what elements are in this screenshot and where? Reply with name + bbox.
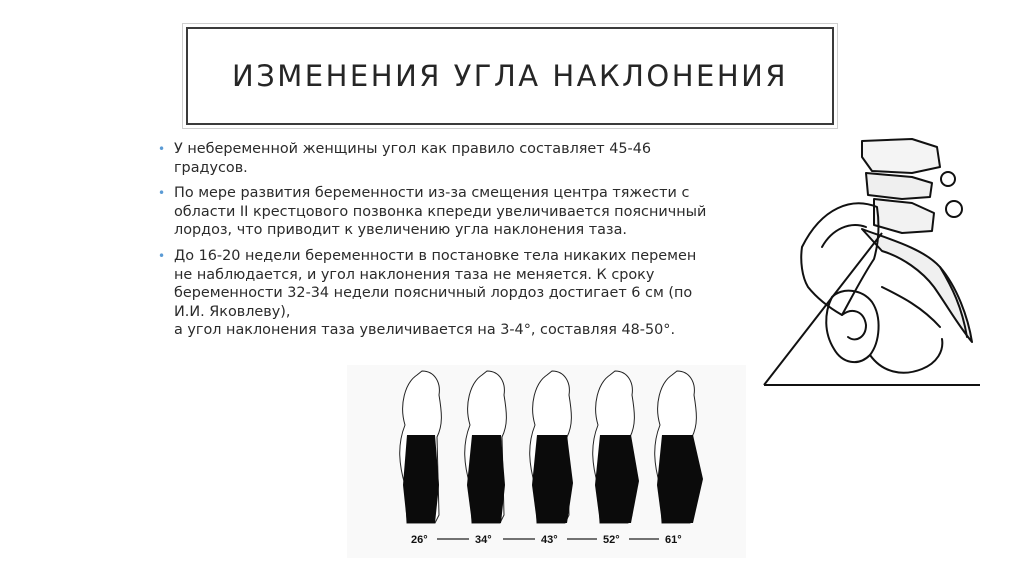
bullet-line: области II крестцового позвонка кпереди увеличивается поясничный (174, 203, 707, 220)
slide-title: ИЗМЕНЕНИЯ УГЛА НАКЛОНЕНИЯ (232, 59, 788, 93)
angle-label: 43° (541, 534, 558, 546)
bullet-line: И.И. Яковлеву), (174, 303, 291, 320)
angle-label: 34° (475, 534, 492, 546)
bullet-dot-icon: • (158, 186, 166, 201)
bullet-item-3 (158, 247, 758, 340)
pregnancy-silhouettes-illustration (347, 365, 746, 558)
title-box (186, 27, 834, 125)
silhouettes-svg (347, 365, 746, 558)
bullet-line: беременности 32-34 недели поясничный лордоз достигает 6 см (по (174, 285, 693, 302)
bullet-line: До 16-20 недели беременности в постановке тела никаких перемен (174, 247, 697, 264)
bullet-line: У небеременной женщины угол как правило составляет 45-46 (174, 141, 652, 157)
bullet-line: не наблюдается, и угол наклонения таза не меняется. К сроку (174, 266, 655, 283)
bullet-list (158, 140, 758, 347)
bullet-line: По мере развития беременности из-за смещения центра тяжести с (174, 185, 690, 202)
bullet-line: лордоз, что приводит к увеличению угла наклонения таза. (174, 222, 627, 239)
bullet-line: а угол наклонения таза увеличивается на 3-4°, составляя 48-50°. (174, 322, 676, 339)
bullet-line: градусов. (174, 159, 248, 176)
silhouette-figure (400, 371, 703, 523)
angle-label: 61° (665, 534, 682, 546)
bullet-dot-icon: • (158, 142, 166, 156)
angle-label: 52° (603, 534, 620, 546)
angle-label: 26° (411, 534, 428, 546)
pelvis-illustration (762, 137, 982, 396)
bullet-item-1 (158, 140, 758, 177)
bullet-item-2 (158, 184, 758, 240)
bullet-dot-icon: • (158, 248, 166, 263)
